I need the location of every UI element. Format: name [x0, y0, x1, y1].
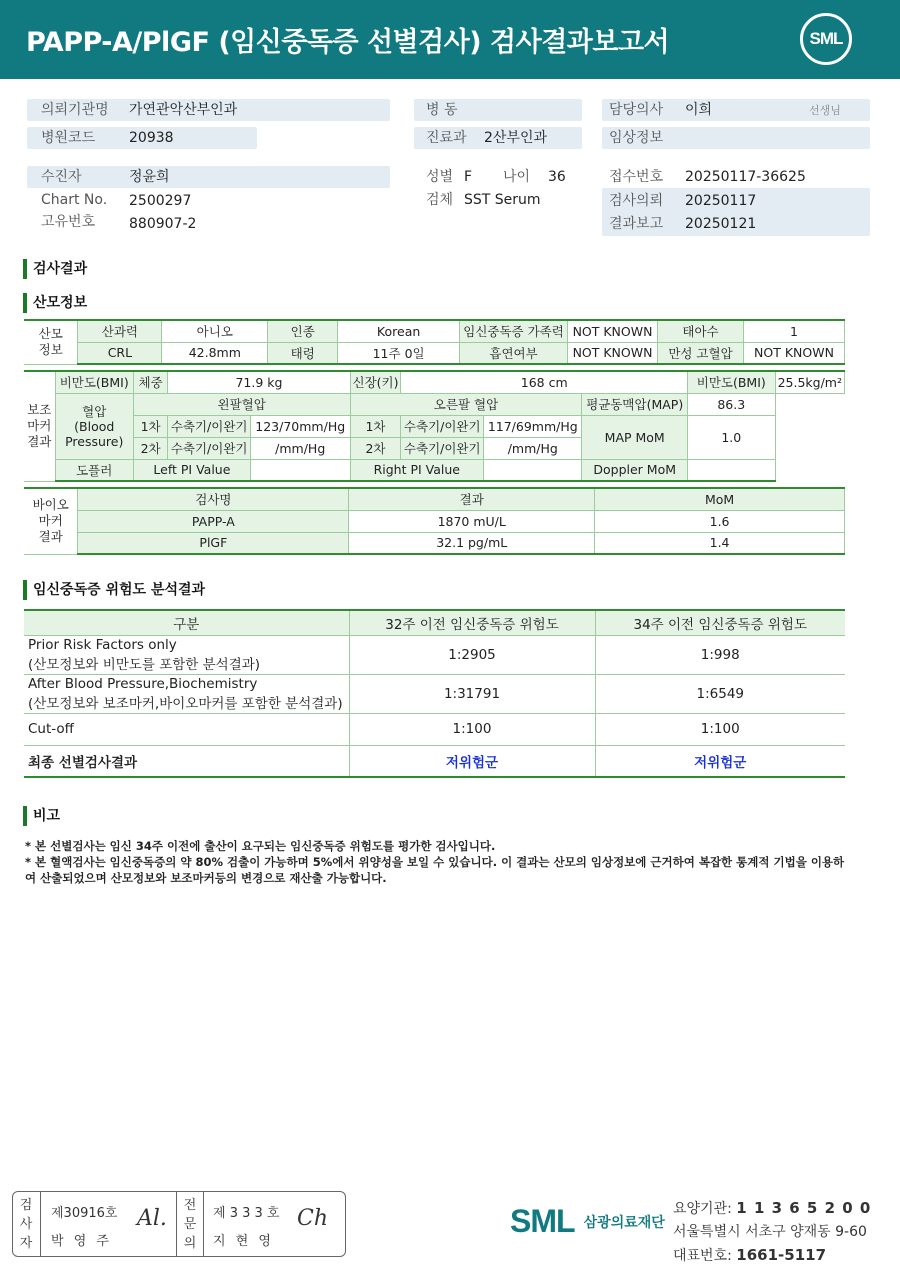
- sml-logo: SML: [800, 13, 852, 65]
- cell: 혈압 (Blood Pressure): [55, 393, 133, 459]
- cell: /mm/Hg: [484, 437, 582, 459]
- cell: 11주 0일: [338, 342, 460, 364]
- chart-value: 2500297: [129, 193, 192, 209]
- request-label: 검사의뢰: [609, 193, 664, 209]
- uid-value: 880907-2: [129, 216, 197, 232]
- cell: 검사명: [78, 488, 349, 510]
- doctor-value: 이희: [685, 102, 713, 118]
- cell: Right PI Value: [350, 459, 484, 481]
- specialist-name: 지 현 영: [213, 1234, 274, 1249]
- cell: 42.8mm: [162, 342, 268, 364]
- cell: 수축기/이완기: [168, 437, 251, 459]
- ward-label: 병 동: [426, 102, 458, 118]
- cell: 도플러: [55, 459, 133, 481]
- cell: 왼팔혈압: [133, 393, 350, 415]
- cell: 평균동맥압(MAP): [582, 393, 687, 415]
- uid-label: 고유번호: [41, 214, 96, 230]
- cell: MoM: [595, 488, 845, 510]
- cell: 2차: [133, 437, 168, 459]
- patient-value: 정윤희: [129, 169, 170, 185]
- request-value: 20250117: [685, 193, 757, 209]
- section-title-remarks: 비고: [23, 806, 60, 826]
- signature-box: [12, 1191, 346, 1257]
- aux-side-label: 보조 마커 결과: [24, 371, 55, 481]
- dept-label: 진료과: [426, 130, 467, 146]
- cell: 1:100: [595, 713, 845, 745]
- cell: 1차: [133, 415, 168, 437]
- age-value: 36: [548, 169, 566, 185]
- cell: 1.0: [687, 415, 775, 459]
- org-name: 삼광의료재단: [583, 1214, 665, 1231]
- cell: 1.6: [595, 510, 845, 532]
- doctor-suffix: 선생님: [809, 104, 841, 117]
- address: 서울특별시 서초구 양재동 9-60: [673, 1224, 867, 1240]
- cell: 168 cm: [401, 371, 687, 393]
- code-label: 요양기관:: [673, 1201, 732, 1217]
- cell: 신장(키): [350, 371, 401, 393]
- divider: [176, 1192, 177, 1256]
- final-result-label: 최종 선별검사결과: [24, 745, 349, 777]
- cell: CRL: [78, 342, 162, 364]
- divider: [203, 1192, 204, 1256]
- cell: 인종: [268, 320, 338, 342]
- section-title-maternal: 산모정보: [23, 293, 87, 313]
- cell: 1.4: [595, 532, 845, 554]
- specialist-license: 제 3 3 3 호: [213, 1206, 280, 1221]
- report-value: 20250121: [685, 216, 757, 232]
- cell: 1차: [350, 415, 401, 437]
- maternal-side-label: 산모 정보: [24, 320, 78, 364]
- examiner-signature: Al.: [137, 1206, 167, 1231]
- cell: 구분: [24, 610, 349, 635]
- cell: 수축기/이완기: [168, 415, 251, 437]
- cell: 86.3: [687, 393, 775, 415]
- cell: NOT KNOWN: [568, 320, 658, 342]
- cell: Cut-off: [24, 713, 349, 745]
- footer-info: [673, 1197, 871, 1268]
- cell: 1: [743, 320, 844, 342]
- cell: Korean: [338, 320, 460, 342]
- cell: 산과력: [78, 320, 162, 342]
- cell: Doppler MoM: [582, 459, 687, 481]
- cell: 수축기/이완기: [401, 415, 484, 437]
- cell: 32.1 pg/mL: [349, 532, 595, 554]
- specimen-label: 검체: [426, 192, 454, 208]
- chart-label: Chart No.: [41, 192, 108, 208]
- examiner-vertical-label: 검 사 자: [19, 1198, 33, 1251]
- cell: 1:6549: [595, 674, 845, 713]
- risk-analysis-table: [24, 609, 845, 778]
- bio-side-label: 바이오 마커 결과: [24, 488, 78, 554]
- cell: 흡연여부: [460, 342, 568, 364]
- req-org-value: 가연관악산부인과: [129, 102, 238, 118]
- report-label: 결과보고: [609, 216, 664, 232]
- cell: 결과: [349, 488, 595, 510]
- cell: 비만도(BMI): [55, 371, 133, 393]
- code-value: 1 1 3 6 5 2 0 0: [736, 1199, 872, 1217]
- cell: 25.5kg/m²: [775, 371, 844, 393]
- clinical-label: 임상정보: [609, 130, 664, 146]
- report-title: PAPP-A/PlGF (임신중독증 선별검사) 검사결과보고서: [26, 27, 670, 58]
- final-result-34w: 저위험군: [595, 745, 845, 777]
- req-org-label: 의뢰기관명: [41, 102, 109, 118]
- phone-label: 대표번호:: [673, 1248, 732, 1264]
- cell: 32주 이전 임신중독증 위험도: [349, 610, 595, 635]
- cell: 71.9 kg: [168, 371, 350, 393]
- section-title-result: 검사결과: [23, 259, 87, 279]
- sml-logo-footer: SML: [510, 1203, 575, 1239]
- aux-marker-table: [24, 370, 845, 482]
- cell: 117/69mm/Hg: [484, 415, 582, 437]
- biomarker-table: [24, 487, 845, 555]
- cell: After Blood Pressure,Biochemistry: [28, 675, 258, 692]
- examiner-license: 제30916호: [51, 1206, 118, 1221]
- hosp-code-label: 병원코드: [41, 130, 96, 146]
- risk-row-label: [24, 674, 349, 713]
- specimen-value: SST Serum: [464, 192, 541, 208]
- remarks-text: [25, 838, 845, 886]
- cell: [687, 459, 775, 481]
- cell: 수축기/이완기: [401, 437, 484, 459]
- examiner-name: 박 영 주: [51, 1234, 112, 1249]
- receipt-label: 접수번호: [609, 169, 664, 185]
- cell: 1:100: [349, 713, 595, 745]
- maternal-info-table: [24, 319, 845, 365]
- cell: 2차: [350, 437, 401, 459]
- cell: NOT KNOWN: [743, 342, 844, 364]
- cell: Prior Risk Factors only: [28, 636, 177, 653]
- cell: Left PI Value: [133, 459, 250, 481]
- cell: 태령: [268, 342, 338, 364]
- sex-label: 성별: [426, 169, 454, 185]
- risk-row-label: [24, 635, 349, 674]
- cell: 오른팔 혈압: [350, 393, 582, 415]
- cell: 태아수: [658, 320, 744, 342]
- patient-label: 수진자: [41, 169, 82, 185]
- cell: NOT KNOWN: [568, 342, 658, 364]
- cell: 1:2905: [349, 635, 595, 674]
- cell: (산모정보와 보조마커,바이오마커를 포함한 분석결과): [28, 695, 343, 712]
- cell: /mm/Hg: [250, 437, 350, 459]
- receipt-value: 20250117-36625: [685, 169, 806, 185]
- cell: 아니오: [162, 320, 268, 342]
- cell: 임신중독증 가족력: [460, 320, 568, 342]
- cell: 1:998: [595, 635, 845, 674]
- section-title-risk: 임신중독증 위험도 분석결과: [23, 580, 205, 600]
- specialist-vertical-label: 전 문 의: [183, 1198, 197, 1251]
- cell: 1:31791: [349, 674, 595, 713]
- doctor-label: 담당의사: [609, 102, 664, 118]
- report-header: [0, 0, 900, 79]
- cell: 만성 고혈압: [658, 342, 744, 364]
- remark-line: * 본 선별검사는 임신 34주 이전에 출산이 요구되는 임신중독증 위험도를 평가한 검사입니다.: [25, 839, 496, 853]
- sex-value: F: [464, 169, 473, 185]
- cell: 123/70mm/Hg: [250, 415, 350, 437]
- cell: PlGF: [78, 532, 349, 554]
- cell: 체중: [133, 371, 168, 393]
- hosp-code-value: 20938: [129, 130, 174, 146]
- age-label: 나이: [503, 169, 531, 185]
- phone-value: 1661-5117: [736, 1246, 827, 1264]
- cell: 34주 이전 임신중독증 위험도: [595, 610, 845, 635]
- cell: MAP MoM: [582, 415, 687, 459]
- specialist-signature: Ch: [297, 1206, 329, 1231]
- final-result-32w: 저위험군: [349, 745, 595, 777]
- cell: (산모정보와 비만도를 포함한 분석결과): [28, 656, 261, 673]
- cell: 1870 mU/L: [349, 510, 595, 532]
- cell: [250, 459, 350, 481]
- footer-logo: [510, 1203, 665, 1240]
- dept-value: 2산부인과: [484, 130, 548, 146]
- cell: [484, 459, 582, 481]
- remark-line: * 본 혈액검사는 임신중독증의 약 80% 검출이 가능하며 5%에서 위양성을 보일 수 있습니다. 이 결과는 산모의 임상정보에 근거하여 복잡한 통계적 기법을 이용하여 산출되었으며 산모정보와 보조마커등의 변경으로 재산출 가능합니다.: [25, 855, 845, 885]
- divider: [40, 1192, 41, 1256]
- cell: 비만도(BMI): [687, 371, 775, 393]
- cell: PAPP-A: [78, 510, 349, 532]
